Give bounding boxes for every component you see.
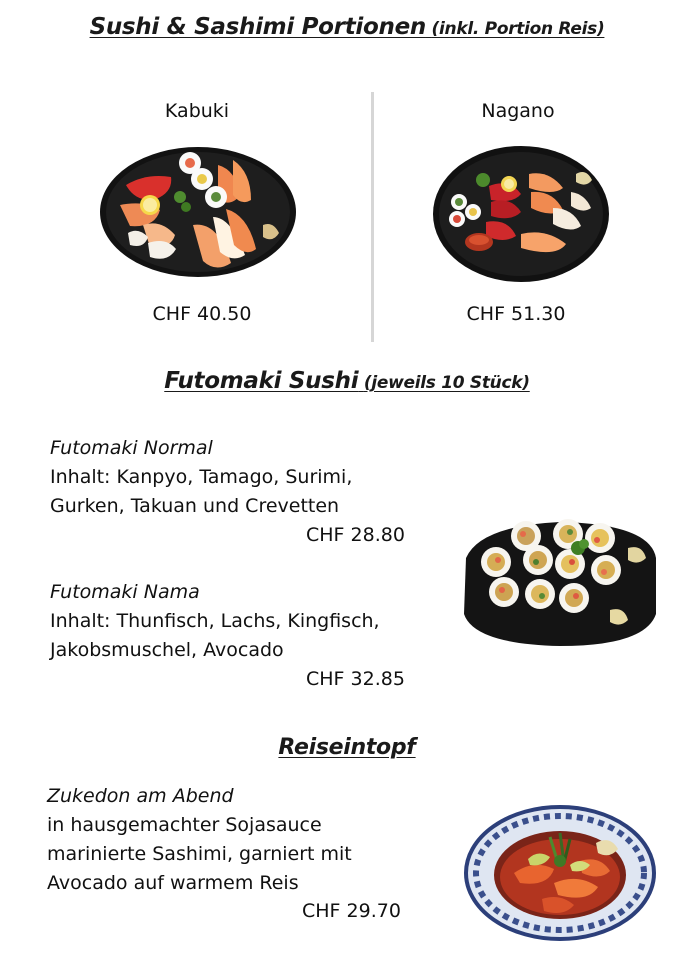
futomaki-nama-description [50,607,380,665]
section-title-futomaki [0,368,694,394]
futomaki-rolls-photo [460,518,660,648]
section-title-main: Futomaki Sushi [164,368,359,394]
futomaki-normal-description [50,463,352,521]
futomaki-nama-name: Futomaki Nama [50,581,200,603]
section-title-main: Sushi & Sashimi Portionen [89,14,426,40]
section-title-main: Reiseintopf [278,735,416,760]
nagano-price: CHF 51.30 [466,303,566,325]
section-title-reiseintopf [0,735,694,760]
section-title-subtitle: (inkl. Portion Reis) [431,19,605,39]
kabuki-name: Kabuki [164,100,230,122]
section-title-subtitle: (jeweils 10 Stück) [363,373,530,393]
description-line: marinierte Sashimi, garniert mit [47,843,352,865]
column-divider [371,92,374,342]
kabuki-sushi-platter-photo [98,145,298,280]
description-line: in hausgemachter Sojasauce [47,814,322,836]
description-line: Inhalt: Kanpyo, Tamago, Surimi, [50,466,353,488]
zukedon-name: Zukedon am Abend [47,785,234,807]
section-title-sushi-sashimi [0,14,694,40]
description-line: Inhalt: Thunfisch, Lachs, Kingfisch, [50,610,380,632]
description-line: Gurken, Takuan und Crevetten [50,495,340,517]
futomaki-nama-price: CHF 32.85 [306,668,405,690]
description-line: Jakobsmuschel, Avocado [50,639,284,661]
zukedon-description [47,811,352,898]
zukedon-bowl-photo [462,803,658,943]
nagano-sushi-platter-photo [431,144,611,284]
futomaki-normal-price: CHF 28.80 [306,524,405,546]
nagano-name: Nagano [481,100,555,122]
zukedon-price: CHF 29.70 [302,900,401,922]
futomaki-normal-name: Futomaki Normal [50,437,213,459]
kabuki-price: CHF 40.50 [152,303,252,325]
description-line: Avocado auf warmem Reis [47,872,299,894]
